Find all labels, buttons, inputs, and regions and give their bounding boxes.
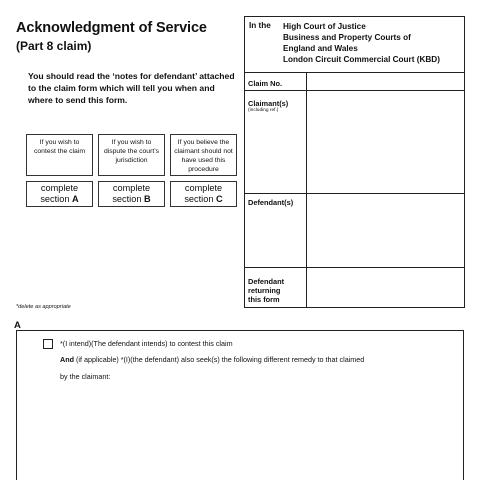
section-a-heading: A xyxy=(14,320,21,331)
claimants-sublabel: (including ref.) xyxy=(248,108,279,113)
option-dispute-section-word: section xyxy=(112,194,142,204)
court-line-4: London Circuit Commercial Court (KBD) xyxy=(283,55,440,64)
returning-defendant-field[interactable] xyxy=(308,269,463,307)
option-dispute-action: complete xyxy=(112,183,151,193)
divider xyxy=(245,267,464,268)
court-header xyxy=(245,17,464,73)
option-contest-condition: If you wish to contest the claim xyxy=(26,134,93,176)
section-a-box xyxy=(16,330,464,480)
divider xyxy=(245,193,464,194)
form-title: Acknowledgment of Service xyxy=(16,20,207,36)
returning-label-line-2: returning xyxy=(248,286,281,295)
court-line-3: England and Wales xyxy=(283,44,358,53)
form-subtitle: (Part 8 claim) xyxy=(16,39,92,53)
option-procedure-section-letter: C xyxy=(216,194,223,204)
defendants-field[interactable] xyxy=(308,195,463,266)
option-dispute-section xyxy=(98,181,165,207)
claimants-label xyxy=(248,99,288,114)
returning-label-line-3: this form xyxy=(248,295,280,304)
and-label: And xyxy=(60,355,74,364)
instruction-text: You should read the ‘notes for defendant’ attached to the claim form which will tell you when and where to send this form. xyxy=(28,71,235,105)
claim-no-label: Claim No. xyxy=(248,79,283,88)
contest-claim-checkbox[interactable] xyxy=(43,339,53,349)
court-name xyxy=(283,21,440,65)
different-remedy-statement xyxy=(60,355,364,364)
claim-no-field[interactable] xyxy=(308,74,463,89)
different-remedy-text: (if applicable) *(I)(the defendant) also seek(s) the following different remedy to that claimed xyxy=(73,355,365,364)
option-contest-section-letter: A xyxy=(72,194,79,204)
divider xyxy=(245,90,464,91)
claimants-field[interactable] xyxy=(308,92,463,192)
returning-label-line-1: Defendant xyxy=(248,277,285,286)
option-procedure-condition: If you believe the claimant should not have used this procedure xyxy=(170,134,237,176)
by-claimant-text: by the claimant: xyxy=(60,372,111,381)
option-procedure-section-word: section xyxy=(184,194,214,204)
court-line-2: Business and Property Courts of xyxy=(283,33,411,42)
option-dispute-condition: If you wish to dispute the court’s jurisdiction xyxy=(98,134,165,176)
option-contest-action: complete xyxy=(40,183,79,193)
in-the-label: In the xyxy=(249,21,271,30)
contest-claim-statement: *(I intend)(The defendant intends) to contest this claim xyxy=(60,339,233,348)
option-contest-section xyxy=(26,181,93,207)
option-procedure-action: complete xyxy=(184,183,223,193)
option-contest-section-word: section xyxy=(40,194,70,204)
option-procedure-section xyxy=(170,181,237,207)
defendants-label: Defendant(s) xyxy=(248,198,294,207)
claimants-label-text: Claimant(s) xyxy=(248,99,289,108)
delete-note: *delete as appropriate xyxy=(16,304,71,310)
option-dispute-section-letter: B xyxy=(144,194,151,204)
returning-defendant-label xyxy=(248,277,284,304)
court-details-panel xyxy=(244,16,465,308)
remedy-text-area[interactable] xyxy=(60,387,455,480)
column-divider xyxy=(306,73,307,307)
court-line-1: High Court of Justice xyxy=(283,22,366,31)
